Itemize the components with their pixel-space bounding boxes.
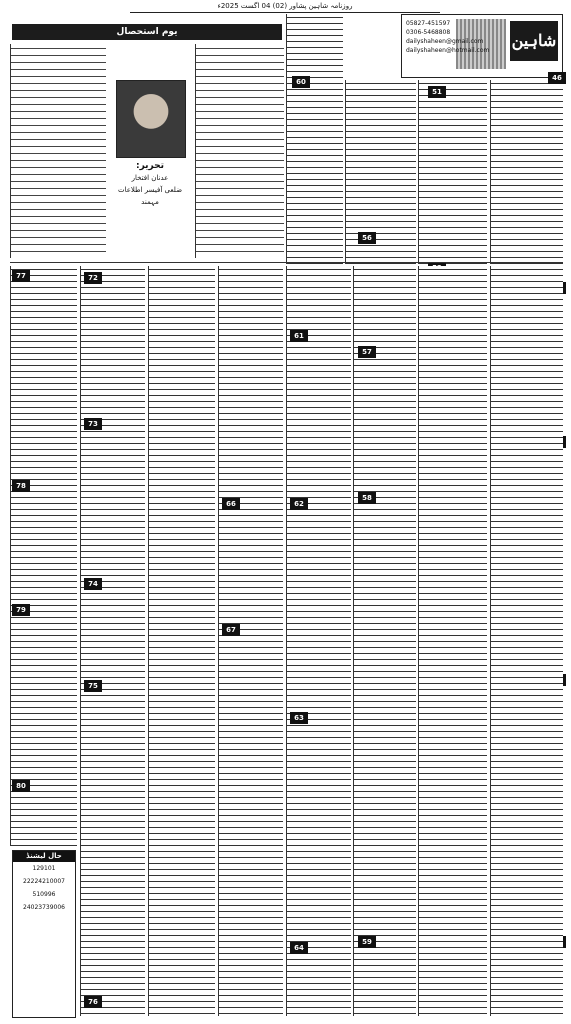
section-badge: 58 <box>358 492 376 504</box>
classified-entry: 24023739006 <box>23 904 65 911</box>
news-column-d <box>490 80 563 264</box>
news-column-left <box>80 266 145 1016</box>
section-divider <box>10 262 563 263</box>
contact-phone-2: 0306-5468808 <box>406 29 451 36</box>
author-photo <box>116 80 186 158</box>
section-badge: 67 <box>222 624 240 636</box>
dateline: روزنامہ شاہین پشاور (02) 04 اگست 2025ء <box>130 0 440 13</box>
news-column-c <box>418 80 487 264</box>
news-column-a <box>286 14 343 264</box>
article-column-3 <box>195 44 284 258</box>
news-column-d2 <box>490 266 563 1016</box>
newspaper-logo: شاہین <box>510 21 558 61</box>
section-badge: 79 <box>12 604 30 616</box>
article-column-1 <box>10 44 106 258</box>
news-column-center <box>286 266 351 1016</box>
section-badge: 80 <box>12 780 30 792</box>
section-badge: 64 <box>290 942 308 954</box>
section-badge: 66 <box>222 498 240 510</box>
contact-block <box>406 19 506 55</box>
section-badge: 62 <box>290 498 308 510</box>
section-badge: 59 <box>358 936 376 948</box>
classified-box <box>12 850 76 1018</box>
contact-phone-1: 05827-451597 <box>406 20 451 27</box>
section-badge: 51 <box>428 86 446 98</box>
news-column-far-left <box>10 266 77 846</box>
section-badge: 73 <box>84 418 102 430</box>
article-byline <box>110 160 190 208</box>
masthead <box>401 14 563 78</box>
byline-designation: ضلعی آفیسر اطلاعات مہمند <box>117 186 183 206</box>
section-badge: 77 <box>12 270 30 282</box>
contact-email-2: dailyshaheen@hotmail.com <box>406 47 490 54</box>
section-badge: 76 <box>84 996 102 1008</box>
section-badge: 46 <box>548 72 566 84</box>
article-title: یوم استحصال <box>12 24 282 40</box>
section-badge: 74 <box>84 578 102 590</box>
news-column-center-left <box>218 266 283 1016</box>
section-badge: 56 <box>358 232 376 244</box>
news-column-b <box>345 80 416 264</box>
section-badge: 75 <box>84 680 102 692</box>
contact-email-1: dailyshaheen@gmail.com <box>406 38 484 45</box>
news-column-b2 <box>353 266 416 1016</box>
byline-label: تحریر: <box>135 161 165 171</box>
section-badge: 61 <box>290 330 308 342</box>
news-column-left-mid <box>148 266 215 1016</box>
section-badge: 57 <box>358 346 376 358</box>
section-badge: 78 <box>12 480 30 492</box>
section-badge: 72 <box>84 272 102 284</box>
classified-title: حال لیشنڈ <box>13 851 75 862</box>
news-column-c2 <box>418 266 487 1016</box>
section-badge: 63 <box>290 712 308 724</box>
classified-entry: 22224210007 <box>23 878 65 885</box>
section-badge: 60 <box>292 76 310 88</box>
byline-author: عدنان افتخار <box>131 174 169 182</box>
classified-entry: 129101 <box>32 865 56 872</box>
classified-entry: 510996 <box>32 891 56 898</box>
